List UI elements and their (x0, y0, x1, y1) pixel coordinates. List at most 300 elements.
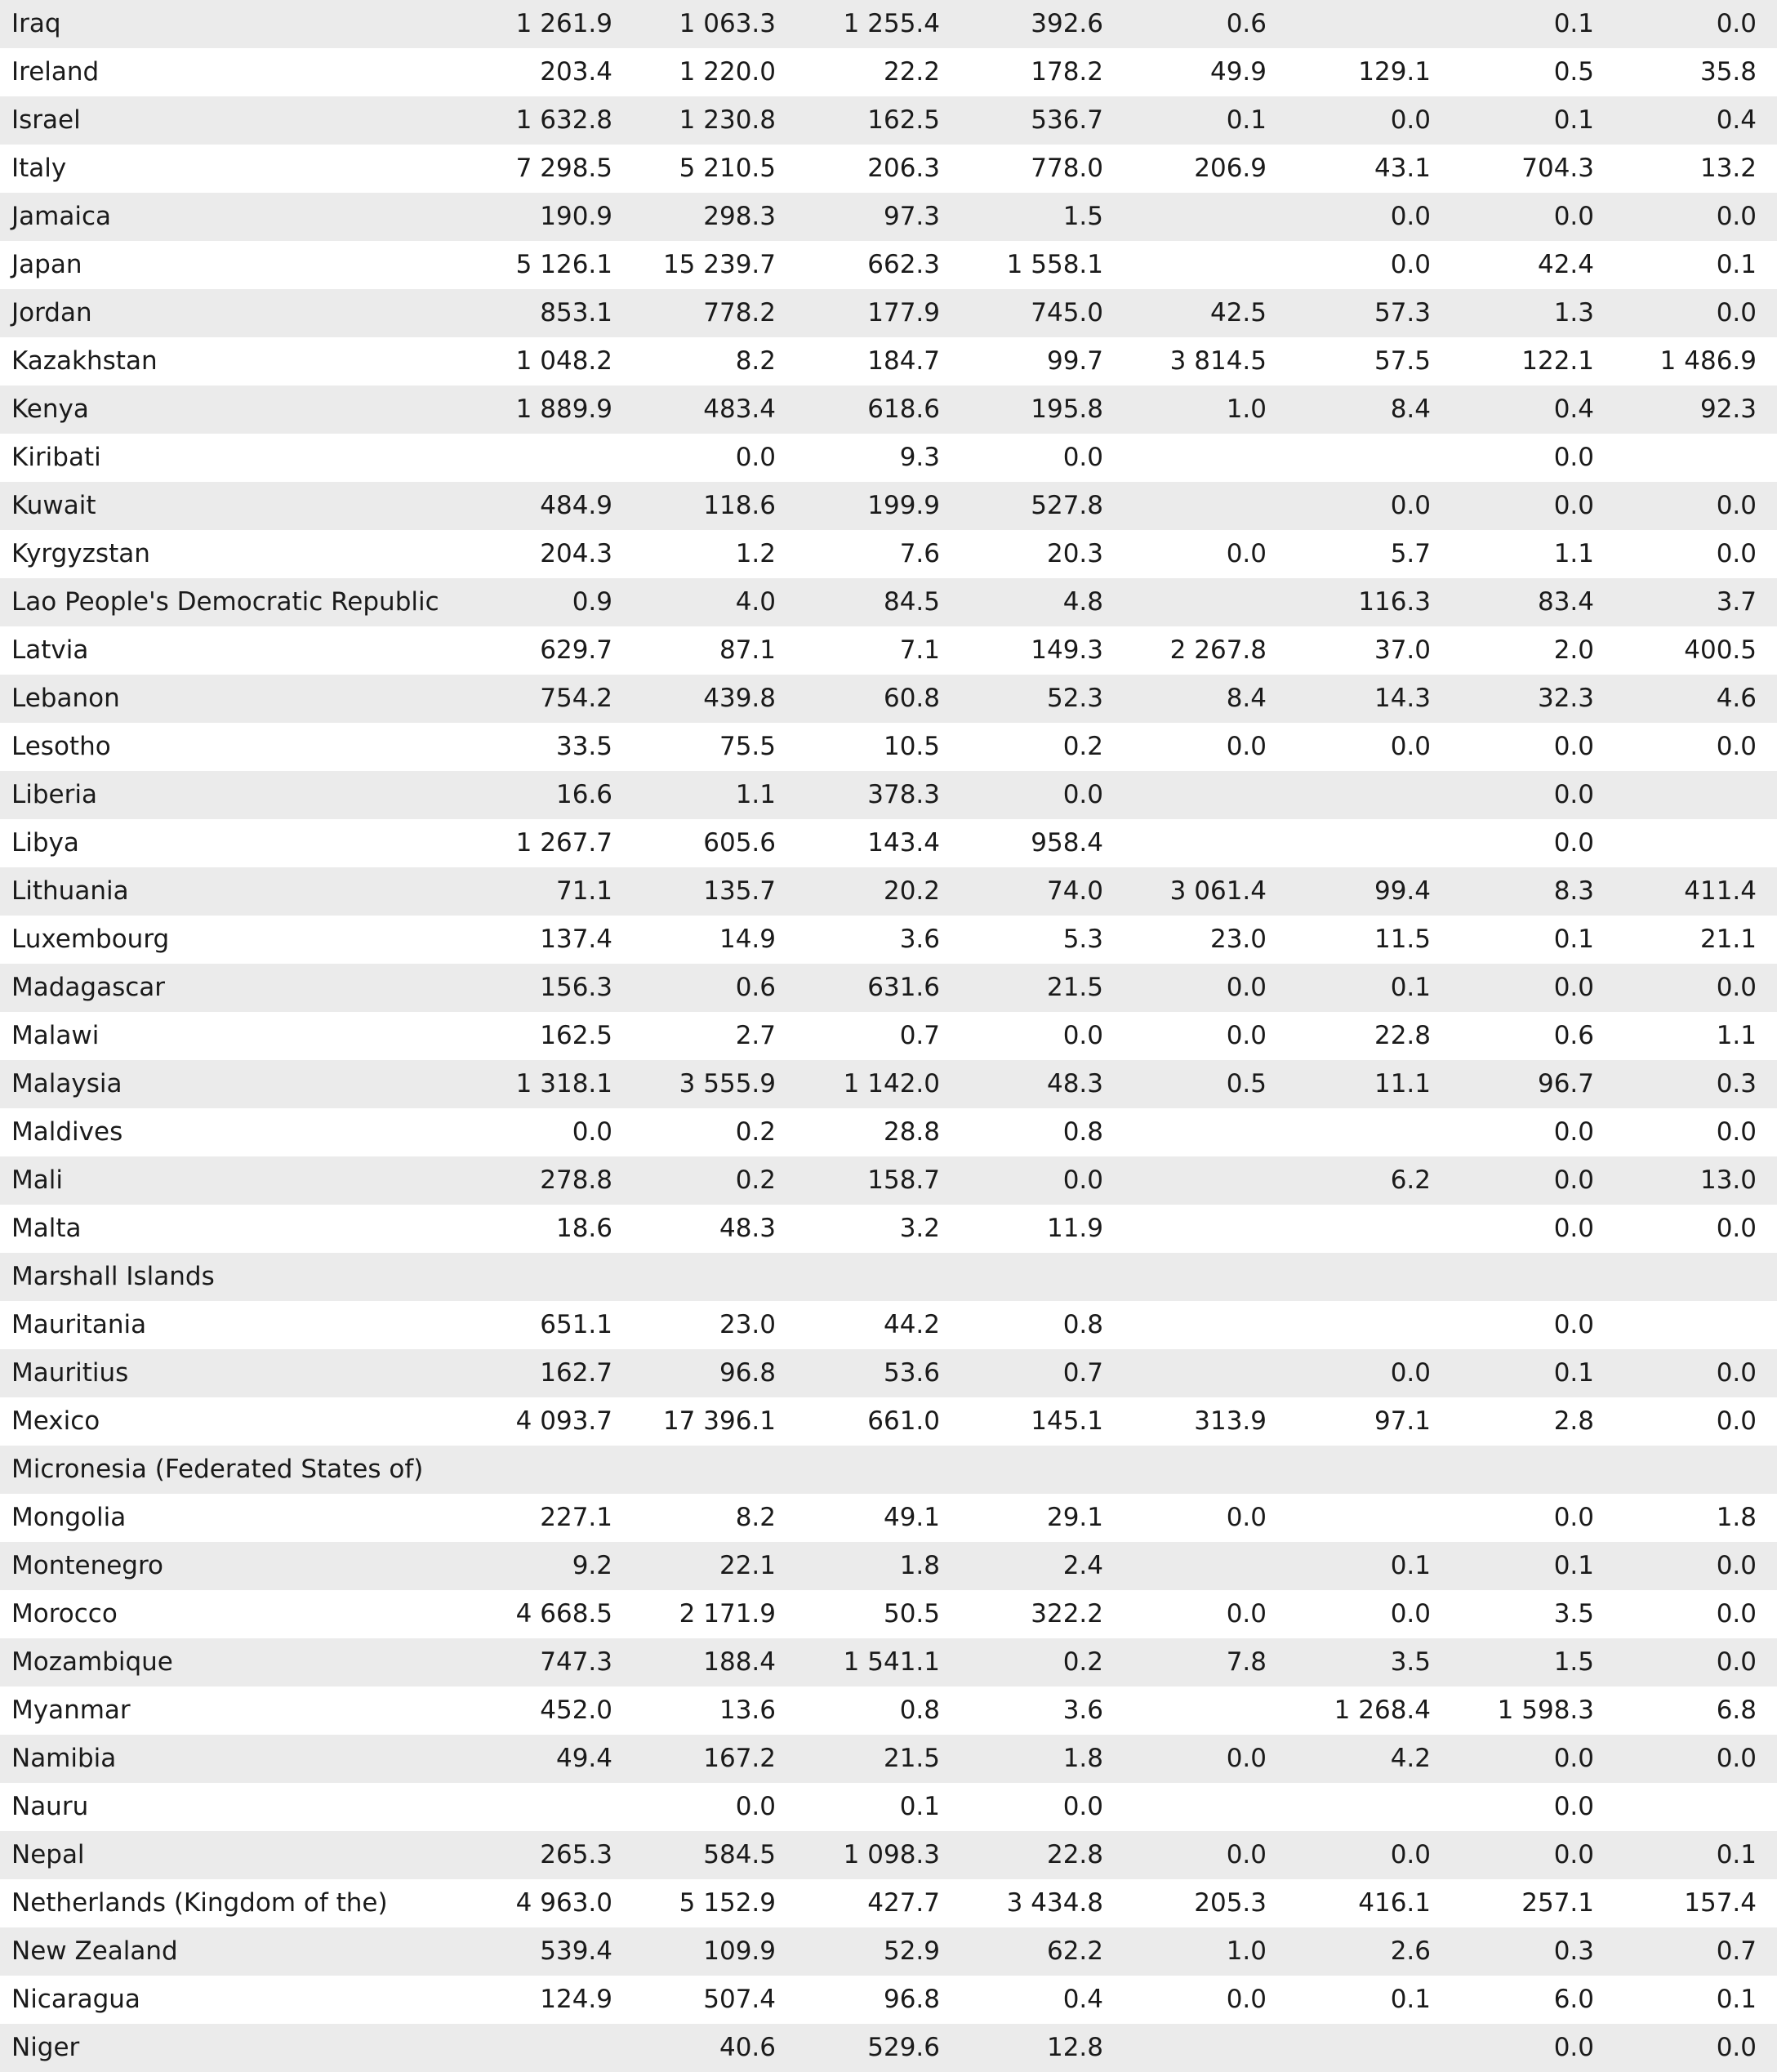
value-cell: 48.3 (961, 1060, 1125, 1108)
table-row (0, 578, 1777, 626)
value-cell: 0.1 (1288, 1542, 1452, 1590)
value-cell: 0.0 (1615, 964, 1777, 1012)
value-cell: 1 558.1 (961, 241, 1125, 289)
value-cell: 0.0 (1452, 1735, 1615, 1783)
country-name: Lesotho (0, 723, 470, 771)
value-cell: 0.0 (1615, 1638, 1777, 1687)
country-name: Luxembourg (0, 916, 470, 964)
value-cell: 1.8 (797, 1542, 961, 1590)
table-row (0, 1879, 1777, 1927)
value-cell: 129.1 (1288, 48, 1452, 96)
value-cell: 0.4 (1615, 96, 1777, 145)
value-cell: 0.3 (1452, 1927, 1615, 1976)
country-name: Kiribati (0, 434, 470, 482)
value-cell: 0.6 (1125, 0, 1288, 48)
country-name: Jamaica (0, 193, 470, 241)
value-cell (1452, 1253, 1615, 1301)
value-cell: 122.1 (1452, 337, 1615, 385)
value-cell: 52.9 (797, 1927, 961, 1976)
value-cell: 3.2 (797, 1205, 961, 1253)
value-cell: 40.6 (634, 2024, 797, 2072)
value-cell: 6.0 (1452, 1976, 1615, 2024)
value-cell: 0.1 (1288, 1976, 1452, 2024)
value-cell: 0.0 (1615, 1542, 1777, 1590)
value-cell: 162.5 (797, 96, 961, 145)
value-cell: 42.5 (1125, 289, 1288, 337)
value-cell: 2.4 (961, 1542, 1125, 1590)
value-cell: 5 152.9 (634, 1879, 797, 1927)
value-cell: 96.8 (634, 1349, 797, 1397)
value-cell: 7.8 (1125, 1638, 1288, 1687)
value-cell: 116.3 (1288, 578, 1452, 626)
value-cell: 206.3 (797, 145, 961, 193)
value-cell: 8.3 (1452, 867, 1615, 916)
value-cell: 83.4 (1452, 578, 1615, 626)
value-cell: 0.0 (1288, 1349, 1452, 1397)
value-cell: 7.6 (797, 530, 961, 578)
value-cell: 4.0 (634, 578, 797, 626)
value-cell: 162.5 (470, 1012, 634, 1060)
value-cell: 0.6 (1452, 1012, 1615, 1060)
value-cell (1452, 1446, 1615, 1494)
value-cell (1615, 1301, 1777, 1349)
value-cell: 0.7 (1615, 1927, 1777, 1976)
value-cell (1125, 482, 1288, 530)
value-cell: 167.2 (634, 1735, 797, 1783)
value-cell: 1.5 (1452, 1638, 1615, 1687)
table-row (0, 1012, 1777, 1060)
value-cell: 57.3 (1288, 289, 1452, 337)
country-name: Jordan (0, 289, 470, 337)
value-cell: 42.4 (1452, 241, 1615, 289)
value-cell: 162.7 (470, 1349, 634, 1397)
value-cell (1125, 434, 1288, 482)
value-cell: 203.4 (470, 48, 634, 96)
value-cell: 15 239.7 (634, 241, 797, 289)
value-cell: 2.6 (1288, 1927, 1452, 1976)
table-row (0, 1831, 1777, 1879)
value-cell: 21.5 (961, 964, 1125, 1012)
value-cell: 71.1 (470, 867, 634, 916)
value-cell: 143.4 (797, 819, 961, 867)
value-cell: 12.8 (961, 2024, 1125, 2072)
value-cell: 35.8 (1615, 48, 1777, 96)
value-cell: 33.5 (470, 723, 634, 771)
value-cell: 8.4 (1288, 385, 1452, 434)
value-cell: 48.3 (634, 1205, 797, 1253)
value-cell: 8.2 (634, 1494, 797, 1542)
value-cell (1125, 1542, 1288, 1590)
value-cell: 484.9 (470, 482, 634, 530)
country-name: Montenegro (0, 1542, 470, 1590)
value-cell: 958.4 (961, 819, 1125, 867)
value-cell: 11.5 (1288, 916, 1452, 964)
value-cell: 0.5 (1125, 1060, 1288, 1108)
value-cell: 4 963.0 (470, 1879, 634, 1927)
table-row (0, 1253, 1777, 1301)
value-cell: 0.1 (797, 1783, 961, 1831)
value-cell: 278.8 (470, 1156, 634, 1205)
value-cell: 0.0 (1615, 1590, 1777, 1638)
value-cell: 135.7 (634, 867, 797, 916)
value-cell: 23.0 (634, 1301, 797, 1349)
value-cell: 2.0 (1452, 626, 1615, 675)
value-cell: 0.0 (1452, 1108, 1615, 1156)
value-cell: 37.0 (1288, 626, 1452, 675)
country-name: Mexico (0, 1397, 470, 1446)
country-name: Marshall Islands (0, 1253, 470, 1301)
value-cell: 605.6 (634, 819, 797, 867)
country-name: Iraq (0, 0, 470, 48)
value-cell: 99.4 (1288, 867, 1452, 916)
value-cell: 9.3 (797, 434, 961, 482)
value-cell: 1 230.8 (634, 96, 797, 145)
value-cell (1125, 771, 1288, 819)
table-row (0, 145, 1777, 193)
value-cell: 5 210.5 (634, 145, 797, 193)
value-cell: 0.0 (1125, 1012, 1288, 1060)
value-cell: 0.0 (1125, 1590, 1288, 1638)
value-cell: 49.9 (1125, 48, 1288, 96)
value-cell: 4.8 (961, 578, 1125, 626)
country-name: Libya (0, 819, 470, 867)
value-cell: 124.9 (470, 1976, 634, 2024)
value-cell: 96.7 (1452, 1060, 1615, 1108)
value-cell (1125, 1156, 1288, 1205)
country-name: Mali (0, 1156, 470, 1205)
value-cell: 0.0 (634, 434, 797, 482)
value-cell: 204.3 (470, 530, 634, 578)
value-cell: 0.0 (1615, 0, 1777, 48)
value-cell: 0.0 (634, 1783, 797, 1831)
value-cell: 0.1 (1615, 1831, 1777, 1879)
value-cell: 392.6 (961, 0, 1125, 48)
value-cell: 190.9 (470, 193, 634, 241)
value-cell: 23.0 (1125, 916, 1288, 964)
value-cell (961, 1446, 1125, 1494)
value-cell: 1 255.4 (797, 0, 961, 48)
value-cell: 8.2 (634, 337, 797, 385)
value-cell: 0.1 (1452, 916, 1615, 964)
value-cell: 1.1 (1452, 530, 1615, 578)
value-cell: 22.2 (797, 48, 961, 96)
value-cell (1288, 819, 1452, 867)
value-cell: 6.2 (1288, 1156, 1452, 1205)
value-cell: 1.5 (961, 193, 1125, 241)
value-cell (1125, 1301, 1288, 1349)
value-cell: 50.5 (797, 1590, 961, 1638)
value-cell: 188.4 (634, 1638, 797, 1687)
value-cell: 0.1 (1452, 0, 1615, 48)
value-cell (1288, 1494, 1452, 1542)
value-cell (1615, 434, 1777, 482)
value-cell (1288, 1446, 1452, 1494)
value-cell: 1 598.3 (1452, 1687, 1615, 1735)
value-cell (1125, 1783, 1288, 1831)
value-cell: 0.0 (1452, 193, 1615, 241)
country-name: Lithuania (0, 867, 470, 916)
value-cell: 49.1 (797, 1494, 961, 1542)
value-cell: 11.1 (1288, 1060, 1452, 1108)
value-cell: 6.8 (1615, 1687, 1777, 1735)
table-row (0, 964, 1777, 1012)
country-name: Mauritius (0, 1349, 470, 1397)
value-cell: 1.3 (1452, 289, 1615, 337)
value-cell: 313.9 (1125, 1397, 1288, 1446)
value-cell: 0.0 (1288, 1831, 1452, 1879)
country-name: Japan (0, 241, 470, 289)
table-row (0, 1783, 1777, 1831)
value-cell: 0.0 (1452, 819, 1615, 867)
value-cell (961, 1253, 1125, 1301)
value-cell: 536.7 (961, 96, 1125, 145)
value-cell: 0.0 (1615, 193, 1777, 241)
value-cell: 527.8 (961, 482, 1125, 530)
value-cell (1125, 241, 1288, 289)
value-cell (470, 1446, 634, 1494)
table-row (0, 867, 1777, 916)
country-name: Nepal (0, 1831, 470, 1879)
value-cell: 109.9 (634, 1927, 797, 1976)
value-cell: 22.8 (1288, 1012, 1452, 1060)
value-cell: 195.8 (961, 385, 1125, 434)
value-cell (1288, 1253, 1452, 1301)
value-cell: 4 093.7 (470, 1397, 634, 1446)
table-row (0, 434, 1777, 482)
country-name: Niger (0, 2024, 470, 2072)
value-cell: 28.8 (797, 1108, 961, 1156)
value-cell: 18.6 (470, 1205, 634, 1253)
table-row (0, 1156, 1777, 1205)
table-row (0, 193, 1777, 241)
value-cell: 13.0 (1615, 1156, 1777, 1205)
value-cell: 322.2 (961, 1590, 1125, 1638)
country-name: Israel (0, 96, 470, 145)
value-cell: 13.6 (634, 1687, 797, 1735)
table-row (0, 2024, 1777, 2072)
table-row (0, 1205, 1777, 1253)
value-cell (1615, 1253, 1777, 1301)
value-cell: 1 486.9 (1615, 337, 1777, 385)
value-cell: 0.0 (1615, 2024, 1777, 2072)
value-cell: 0.0 (1615, 723, 1777, 771)
value-cell: 3 814.5 (1125, 337, 1288, 385)
value-cell: 1.1 (1615, 1012, 1777, 1060)
value-cell: 0.0 (1452, 964, 1615, 1012)
value-cell: 0.0 (1125, 964, 1288, 1012)
value-cell: 0.0 (1452, 1494, 1615, 1542)
country-name: Lebanon (0, 675, 470, 723)
table-row (0, 771, 1777, 819)
country-name: Ireland (0, 48, 470, 96)
value-cell (1125, 1446, 1288, 1494)
value-cell: 0.0 (1615, 482, 1777, 530)
value-cell (1125, 1687, 1288, 1735)
value-cell: 57.5 (1288, 337, 1452, 385)
country-name: Netherlands (Kingdom of the) (0, 1879, 470, 1927)
value-cell: 754.2 (470, 675, 634, 723)
value-cell: 3.6 (797, 916, 961, 964)
value-cell: 778.0 (961, 145, 1125, 193)
value-cell: 52.3 (961, 675, 1125, 723)
value-cell: 227.1 (470, 1494, 634, 1542)
value-cell: 378.3 (797, 771, 961, 819)
value-cell: 53.6 (797, 1349, 961, 1397)
country-name: Nicaragua (0, 1976, 470, 2024)
value-cell: 0.0 (1288, 1590, 1452, 1638)
value-cell: 0.0 (961, 434, 1125, 482)
value-cell (470, 2024, 634, 2072)
value-cell (1615, 771, 1777, 819)
value-cell: 416.1 (1288, 1879, 1452, 1927)
value-cell: 0.0 (1288, 723, 1452, 771)
value-cell (1288, 1205, 1452, 1253)
country-name: Kazakhstan (0, 337, 470, 385)
table-row (0, 1397, 1777, 1446)
value-cell: 16.6 (470, 771, 634, 819)
value-cell: 0.0 (961, 1156, 1125, 1205)
value-cell: 483.4 (634, 385, 797, 434)
table-row (0, 1590, 1777, 1638)
value-cell: 0.0 (1452, 723, 1615, 771)
country-name: Italy (0, 145, 470, 193)
value-cell: 3 061.4 (1125, 867, 1288, 916)
value-cell: 853.1 (470, 289, 634, 337)
value-cell: 1.1 (634, 771, 797, 819)
value-cell: 99.7 (961, 337, 1125, 385)
value-cell: 0.0 (1452, 434, 1615, 482)
value-cell: 1.0 (1125, 1927, 1288, 1976)
value-cell: 0.0 (1615, 1349, 1777, 1397)
table-row (0, 819, 1777, 867)
country-name: Myanmar (0, 1687, 470, 1735)
value-cell (1125, 1253, 1288, 1301)
value-cell: 651.1 (470, 1301, 634, 1349)
value-cell: 0.0 (1452, 771, 1615, 819)
value-cell (1288, 1108, 1452, 1156)
value-cell: 1 268.4 (1288, 1687, 1452, 1735)
value-cell: 97.1 (1288, 1397, 1452, 1446)
value-cell: 0.1 (1615, 1976, 1777, 2024)
value-cell: 0.0 (1452, 2024, 1615, 2072)
value-cell: 662.3 (797, 241, 961, 289)
value-cell (1125, 2024, 1288, 2072)
value-cell: 3 555.9 (634, 1060, 797, 1108)
value-cell: 0.0 (1615, 1205, 1777, 1253)
value-cell: 2.8 (1452, 1397, 1615, 1446)
value-cell: 92.3 (1615, 385, 1777, 434)
value-cell: 0.2 (634, 1156, 797, 1205)
value-cell: 747.3 (470, 1638, 634, 1687)
value-cell: 3 434.8 (961, 1879, 1125, 1927)
value-cell: 1 261.9 (470, 0, 634, 48)
value-cell: 0.6 (634, 964, 797, 1012)
value-cell: 14.3 (1288, 675, 1452, 723)
country-name: Malawi (0, 1012, 470, 1060)
value-cell (1288, 0, 1452, 48)
table-row (0, 916, 1777, 964)
value-cell: 618.6 (797, 385, 961, 434)
value-cell: 529.6 (797, 2024, 961, 2072)
value-cell: 84.5 (797, 578, 961, 626)
table-row (0, 0, 1777, 48)
country-name: Mozambique (0, 1638, 470, 1687)
value-cell: 3.6 (961, 1687, 1125, 1735)
value-cell: 778.2 (634, 289, 797, 337)
country-name: New Zealand (0, 1927, 470, 1976)
value-cell (1125, 578, 1288, 626)
country-name: Liberia (0, 771, 470, 819)
value-cell: 298.3 (634, 193, 797, 241)
value-cell: 177.9 (797, 289, 961, 337)
value-cell: 0.1 (1452, 1349, 1615, 1397)
value-cell: 87.1 (634, 626, 797, 675)
value-cell: 44.2 (797, 1301, 961, 1349)
value-cell: 4 668.5 (470, 1590, 634, 1638)
value-cell: 1 541.1 (797, 1638, 961, 1687)
table-row (0, 1638, 1777, 1687)
value-cell: 0.4 (1452, 385, 1615, 434)
value-cell: 0.0 (1452, 1205, 1615, 1253)
value-cell: 29.1 (961, 1494, 1125, 1542)
value-cell: 8.4 (1125, 675, 1288, 723)
value-cell: 2 171.9 (634, 1590, 797, 1638)
country-name: Latvia (0, 626, 470, 675)
value-cell (1615, 819, 1777, 867)
value-cell: 257.1 (1452, 1879, 1615, 1927)
value-cell: 3.7 (1615, 578, 1777, 626)
table-row (0, 1060, 1777, 1108)
value-cell: 10.5 (797, 723, 961, 771)
table-row (0, 1108, 1777, 1156)
table-row (0, 1301, 1777, 1349)
value-cell: 265.3 (470, 1831, 634, 1879)
value-cell: 439.8 (634, 675, 797, 723)
value-cell: 4.2 (1288, 1735, 1452, 1783)
value-cell: 0.0 (1452, 1831, 1615, 1879)
value-cell: 205.3 (1125, 1879, 1288, 1927)
table-row (0, 1494, 1777, 1542)
value-cell: 0.2 (634, 1108, 797, 1156)
value-cell: 1 220.0 (634, 48, 797, 96)
value-cell: 1.8 (1615, 1494, 1777, 1542)
value-cell: 0.9 (470, 578, 634, 626)
value-cell: 13.2 (1615, 145, 1777, 193)
value-cell: 21.5 (797, 1735, 961, 1783)
value-cell: 0.0 (1125, 530, 1288, 578)
value-cell: 60.8 (797, 675, 961, 723)
value-cell: 1 267.7 (470, 819, 634, 867)
value-cell: 9.2 (470, 1542, 634, 1590)
table-row (0, 675, 1777, 723)
value-cell: 0.0 (1125, 723, 1288, 771)
table-row (0, 1542, 1777, 1590)
value-cell: 0.0 (1615, 1108, 1777, 1156)
value-cell: 1 318.1 (470, 1060, 634, 1108)
value-cell: 0.0 (961, 1012, 1125, 1060)
value-cell: 2.7 (634, 1012, 797, 1060)
value-cell: 5 126.1 (470, 241, 634, 289)
table-row (0, 530, 1777, 578)
country-name: Morocco (0, 1590, 470, 1638)
value-cell: 0.5 (1452, 48, 1615, 96)
value-cell: 661.0 (797, 1397, 961, 1446)
value-cell: 584.5 (634, 1831, 797, 1879)
country-name: Micronesia (Federated States of) (0, 1446, 470, 1494)
value-cell: 0.0 (961, 1783, 1125, 1831)
value-cell: 20.3 (961, 530, 1125, 578)
value-cell: 427.7 (797, 1879, 961, 1927)
